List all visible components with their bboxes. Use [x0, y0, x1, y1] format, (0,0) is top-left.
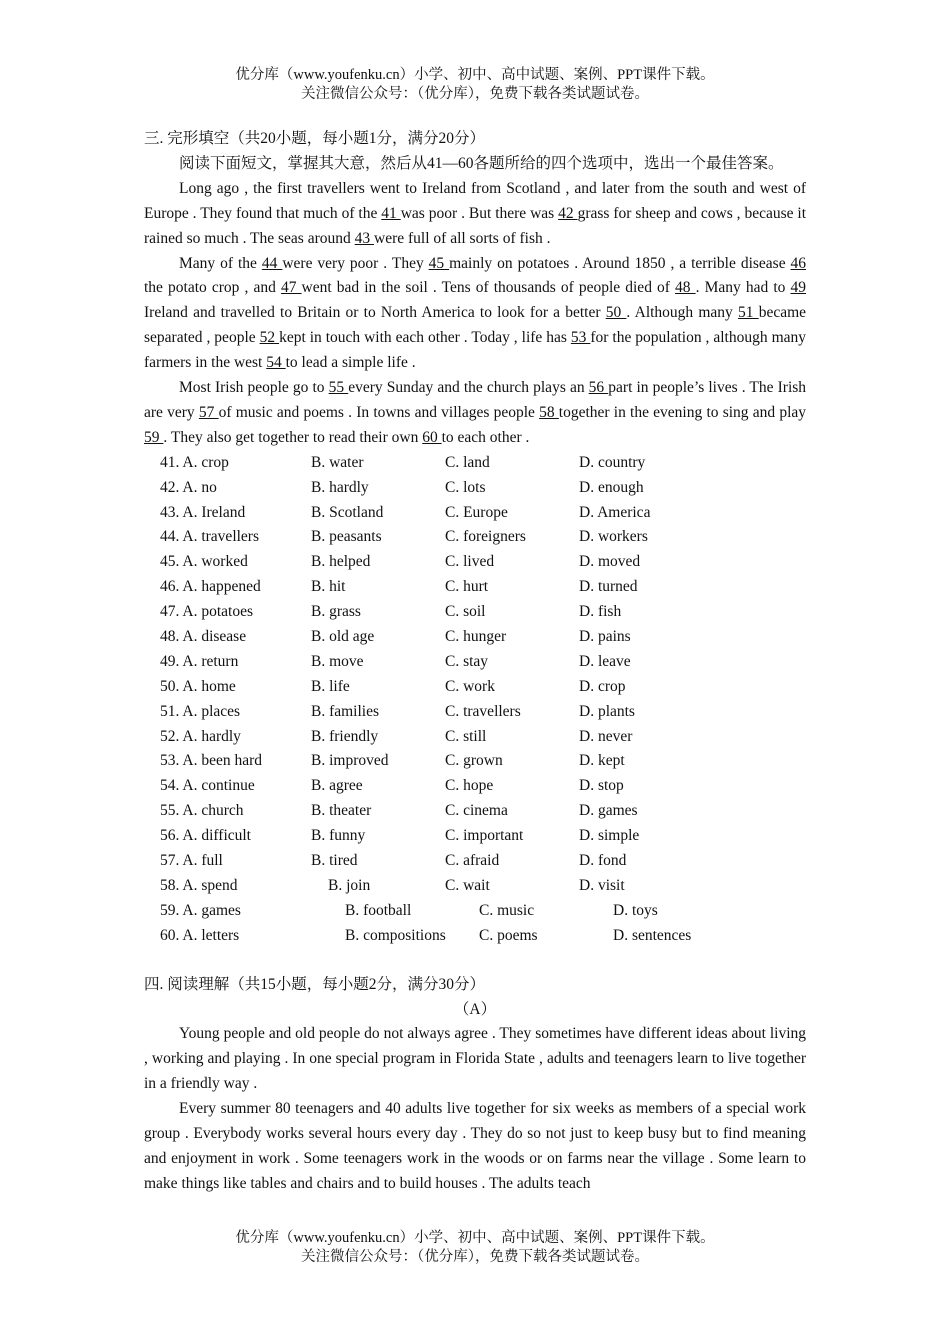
option-b: B. friendly: [311, 727, 379, 745]
paragraph-text: . They also get together to read their own: [163, 428, 423, 446]
page-footer: [0, 1229, 950, 1267]
option-d: D. moved: [579, 553, 641, 571]
question-option-a: 50. A. home: [160, 677, 236, 695]
exam-content: [144, 127, 806, 1197]
blank-number: 43: [354, 229, 375, 247]
option-c: C. grown: [445, 752, 503, 770]
option-b: B. Scotland: [311, 503, 384, 521]
option-row: [160, 749, 806, 774]
paragraph-text: to each other .: [441, 428, 530, 446]
option-c: C. travellers: [445, 702, 521, 720]
question-option-a: 54. A. continue: [160, 777, 255, 795]
option-b: B. helped: [311, 553, 371, 571]
option-b: B. hit: [311, 578, 346, 596]
option-b: B. grass: [311, 603, 361, 621]
question-option-a: 55. A. church: [160, 802, 244, 820]
option-d: D. workers: [579, 528, 648, 546]
cloze-options-list: [160, 451, 806, 949]
blank-number: 48: [675, 279, 696, 297]
question-option-a: 51. A. places: [160, 702, 241, 720]
option-d: D. sentences: [613, 926, 692, 944]
paragraph-text: grass for sheep and cows , because it rained so much . The seas around: [144, 204, 807, 247]
cloze-paragraph-1: [144, 177, 806, 252]
option-c: C. lots: [445, 478, 486, 496]
option-c: C. important: [445, 827, 524, 845]
option-b: B. improved: [311, 752, 389, 770]
option-b: B. move: [311, 652, 364, 670]
option-row: [160, 874, 806, 899]
option-b: B. agree: [311, 777, 363, 795]
option-c: C. foreigners: [445, 528, 526, 546]
option-row: [160, 774, 806, 799]
option-d: D. crop: [579, 677, 626, 695]
header-line-2: 关注微信公众号：（优分库），免费下载各类试题试卷。: [301, 86, 649, 102]
cloze-section-title: 三. 完形填空（共20小题，每小题1分，满分20分）: [144, 130, 486, 147]
option-row: [160, 575, 806, 600]
question-option-a: 43. A. Ireland: [160, 503, 246, 521]
paragraph-text: . Although many: [626, 304, 738, 322]
option-d: D. simple: [579, 827, 640, 845]
option-c: C. poems: [479, 926, 538, 944]
option-row: [160, 625, 806, 650]
option-d: D. turned: [579, 578, 638, 596]
option-d: D. enough: [579, 478, 644, 496]
option-row: [160, 550, 806, 575]
option-row: [160, 501, 806, 526]
option-b: B. join: [328, 876, 371, 894]
paragraph-text: of music and poems . In towns and villages people: [218, 403, 540, 421]
paragraph-text: went bad in the soil . Tens of thousands of people died of: [301, 279, 676, 297]
blank-number: 49: [790, 279, 806, 297]
blank-number: 60: [422, 428, 442, 446]
question-option-a: 44. A. travellers: [160, 528, 260, 546]
option-d: D. America: [579, 503, 651, 521]
option-row: [160, 725, 806, 750]
option-d: D. leave: [579, 652, 631, 670]
footer-line-2: 关注微信公众号：（优分库），免费下载各类试题试卷。: [301, 1249, 649, 1265]
question-option-a: 46. A. happened: [160, 578, 261, 596]
option-c: C. hope: [445, 777, 494, 795]
option-b: B. life: [311, 677, 350, 695]
question-option-a: 49. A. return: [160, 652, 239, 670]
passage-label: （A）: [453, 1000, 497, 1018]
option-c: C. hurt: [445, 578, 489, 596]
cloze-paragraph-2: [144, 252, 806, 377]
blank-number: 57: [198, 403, 219, 421]
option-d: D. stop: [579, 777, 624, 795]
paragraph-text: for the population , although many farmers in the west: [144, 329, 807, 372]
paragraph-text: Many of the: [179, 254, 262, 272]
blank-number: 50: [605, 304, 627, 322]
option-c: C. still: [445, 727, 487, 745]
question-option-a: 48. A. disease: [160, 628, 247, 646]
option-d: D. plants: [579, 702, 635, 720]
paragraph-text: every Sunday and the church plays an: [348, 379, 589, 397]
paragraph-text: part in people’s lives . The Irish are very: [144, 379, 807, 421]
option-c: C. work: [445, 677, 495, 695]
option-b: B. compositions: [345, 926, 446, 944]
paragraph-text: Long ago , the first travellers went to Ireland from Scotland , and later from the south and west of Europe . They found that much of the: [144, 179, 806, 222]
paragraph-text: the potato crop , and: [144, 279, 281, 297]
blank-number: 44: [261, 254, 283, 272]
question-option-a: 59. A. games: [160, 901, 241, 919]
question-option-a: 53. A. been hard: [160, 752, 263, 770]
paragraph-text: Ireland and travelled to Britain or to North America to look for a better: [144, 304, 606, 322]
paragraph-text: to lead a simple life .: [285, 354, 416, 372]
blank-number: 58: [539, 403, 559, 421]
option-row: [160, 824, 806, 849]
cloze-instruction: 阅读下面短文，掌握其大意，然后从41—60各题所给的四个选项中，选出一个最佳答案。: [179, 154, 784, 172]
option-d: D. fish: [579, 603, 622, 621]
option-b: B. peasants: [311, 528, 382, 546]
option-d: D. fond: [579, 852, 627, 870]
option-c: C. Europe: [445, 503, 508, 521]
option-d: D. country: [579, 453, 646, 471]
reading-paragraph-2: Every summer 80 teenagers and 40 adults live together for six weeks as members of a special work group . Everybody works several hours every day . They do so not just to keep busy but to find meaning and enjoyment in work . Some teenagers work in the woods or on farms near the village . Some learn to make things like tables and chairs and to build houses . The adults teach: [144, 1100, 806, 1192]
option-d: D. never: [579, 727, 633, 745]
option-row: [160, 700, 806, 725]
footer-line-1: 优分库（www.youfenku.cn）小学、初中、高中试题、案例、PPT课件下载。: [235, 1230, 715, 1246]
option-b: B. old age: [311, 628, 375, 646]
blank-number: 52: [259, 329, 280, 347]
option-c: C. hunger: [445, 628, 507, 646]
blank-number: 51: [738, 304, 759, 322]
option-c: C. lived: [445, 553, 495, 571]
reading-section-title: 四. 阅读理解（共15小题，每小题2分，满分30分）: [144, 975, 486, 993]
option-row: [160, 600, 806, 625]
blank-number: 56: [588, 379, 609, 397]
cloze-paragraph-3: [144, 376, 806, 451]
option-b: B. theater: [311, 802, 372, 820]
paragraph-text: was poor . But there was: [400, 204, 559, 222]
option-row: [160, 849, 806, 874]
option-row: [160, 451, 806, 476]
paragraph-text: mainly on potatoes . Around 1850 , a terrible disease: [449, 254, 791, 272]
paragraph-text: were full of all sorts of fish .: [374, 229, 551, 247]
option-row: [160, 675, 806, 700]
option-row: [160, 476, 806, 501]
blank-number: 53: [570, 329, 591, 347]
option-row: [160, 924, 806, 949]
question-option-a: 42. A. no: [160, 478, 217, 496]
option-b: B. tired: [311, 852, 358, 870]
paragraph-text: Most Irish people go to: [179, 379, 329, 397]
blank-number: 42: [558, 204, 578, 222]
paragraph-text: . Many had to: [695, 279, 791, 297]
question-option-a: 47. A. potatoes: [160, 603, 253, 621]
option-d: D. visit: [579, 876, 625, 894]
question-option-a: 52. A. hardly: [160, 727, 241, 745]
paragraph-text: kept in touch with each other . Today , life has: [279, 329, 571, 347]
question-option-a: 41. A. crop: [160, 453, 229, 471]
option-row: [160, 650, 806, 675]
option-c: C. stay: [445, 652, 489, 670]
question-option-a: 58. A. spend: [160, 876, 238, 894]
question-option-a: 60. A. letters: [160, 926, 240, 944]
reading-paragraph-1: Young people and old people do not always agree . They sometimes have different ideas about living , working and playing . In one special program in Florida State , adults and teenagers learn to live together in a friendly way .: [144, 1025, 806, 1093]
question-option-a: 57. A. full: [160, 852, 223, 870]
blank-number: 59: [144, 428, 164, 446]
option-row: [160, 799, 806, 824]
blank-number: 41: [381, 204, 401, 222]
option-b: B. water: [311, 453, 364, 471]
page-header: [0, 66, 950, 104]
header-line-1: 优分库（www.youfenku.cn）小学、初中、高中试题、案例、PPT课件下载。: [235, 67, 715, 83]
blank-number: 55: [328, 379, 349, 397]
option-row: [160, 899, 806, 924]
blank-number: 45: [428, 254, 450, 272]
option-row: [160, 525, 806, 550]
option-b: B. families: [311, 702, 380, 720]
option-c: C. soil: [445, 603, 486, 621]
option-c: C. wait: [445, 876, 490, 894]
option-c: C. music: [479, 901, 535, 919]
option-b: B. hardly: [311, 478, 369, 496]
option-d: D. pains: [579, 628, 631, 646]
blank-number: 47: [280, 279, 302, 297]
option-c: C. land: [445, 453, 490, 471]
paragraph-text: were very poor . They: [282, 254, 429, 272]
option-c: C. cinema: [445, 802, 508, 820]
option-b: B. funny: [311, 827, 366, 845]
option-c: C. afraid: [445, 852, 500, 870]
blank-number: 54: [266, 354, 286, 372]
option-b: B. football: [345, 901, 412, 919]
option-d: D. games: [579, 802, 638, 820]
option-d: D. kept: [579, 752, 625, 770]
blank-number: 46: [790, 254, 807, 272]
paragraph-text: became separated , people: [144, 304, 807, 347]
option-d: D. toys: [613, 901, 658, 919]
question-option-a: 56. A. difficult: [160, 827, 251, 845]
question-option-a: 45. A. worked: [160, 553, 248, 571]
paragraph-text: together in the evening to sing and play: [558, 403, 807, 421]
